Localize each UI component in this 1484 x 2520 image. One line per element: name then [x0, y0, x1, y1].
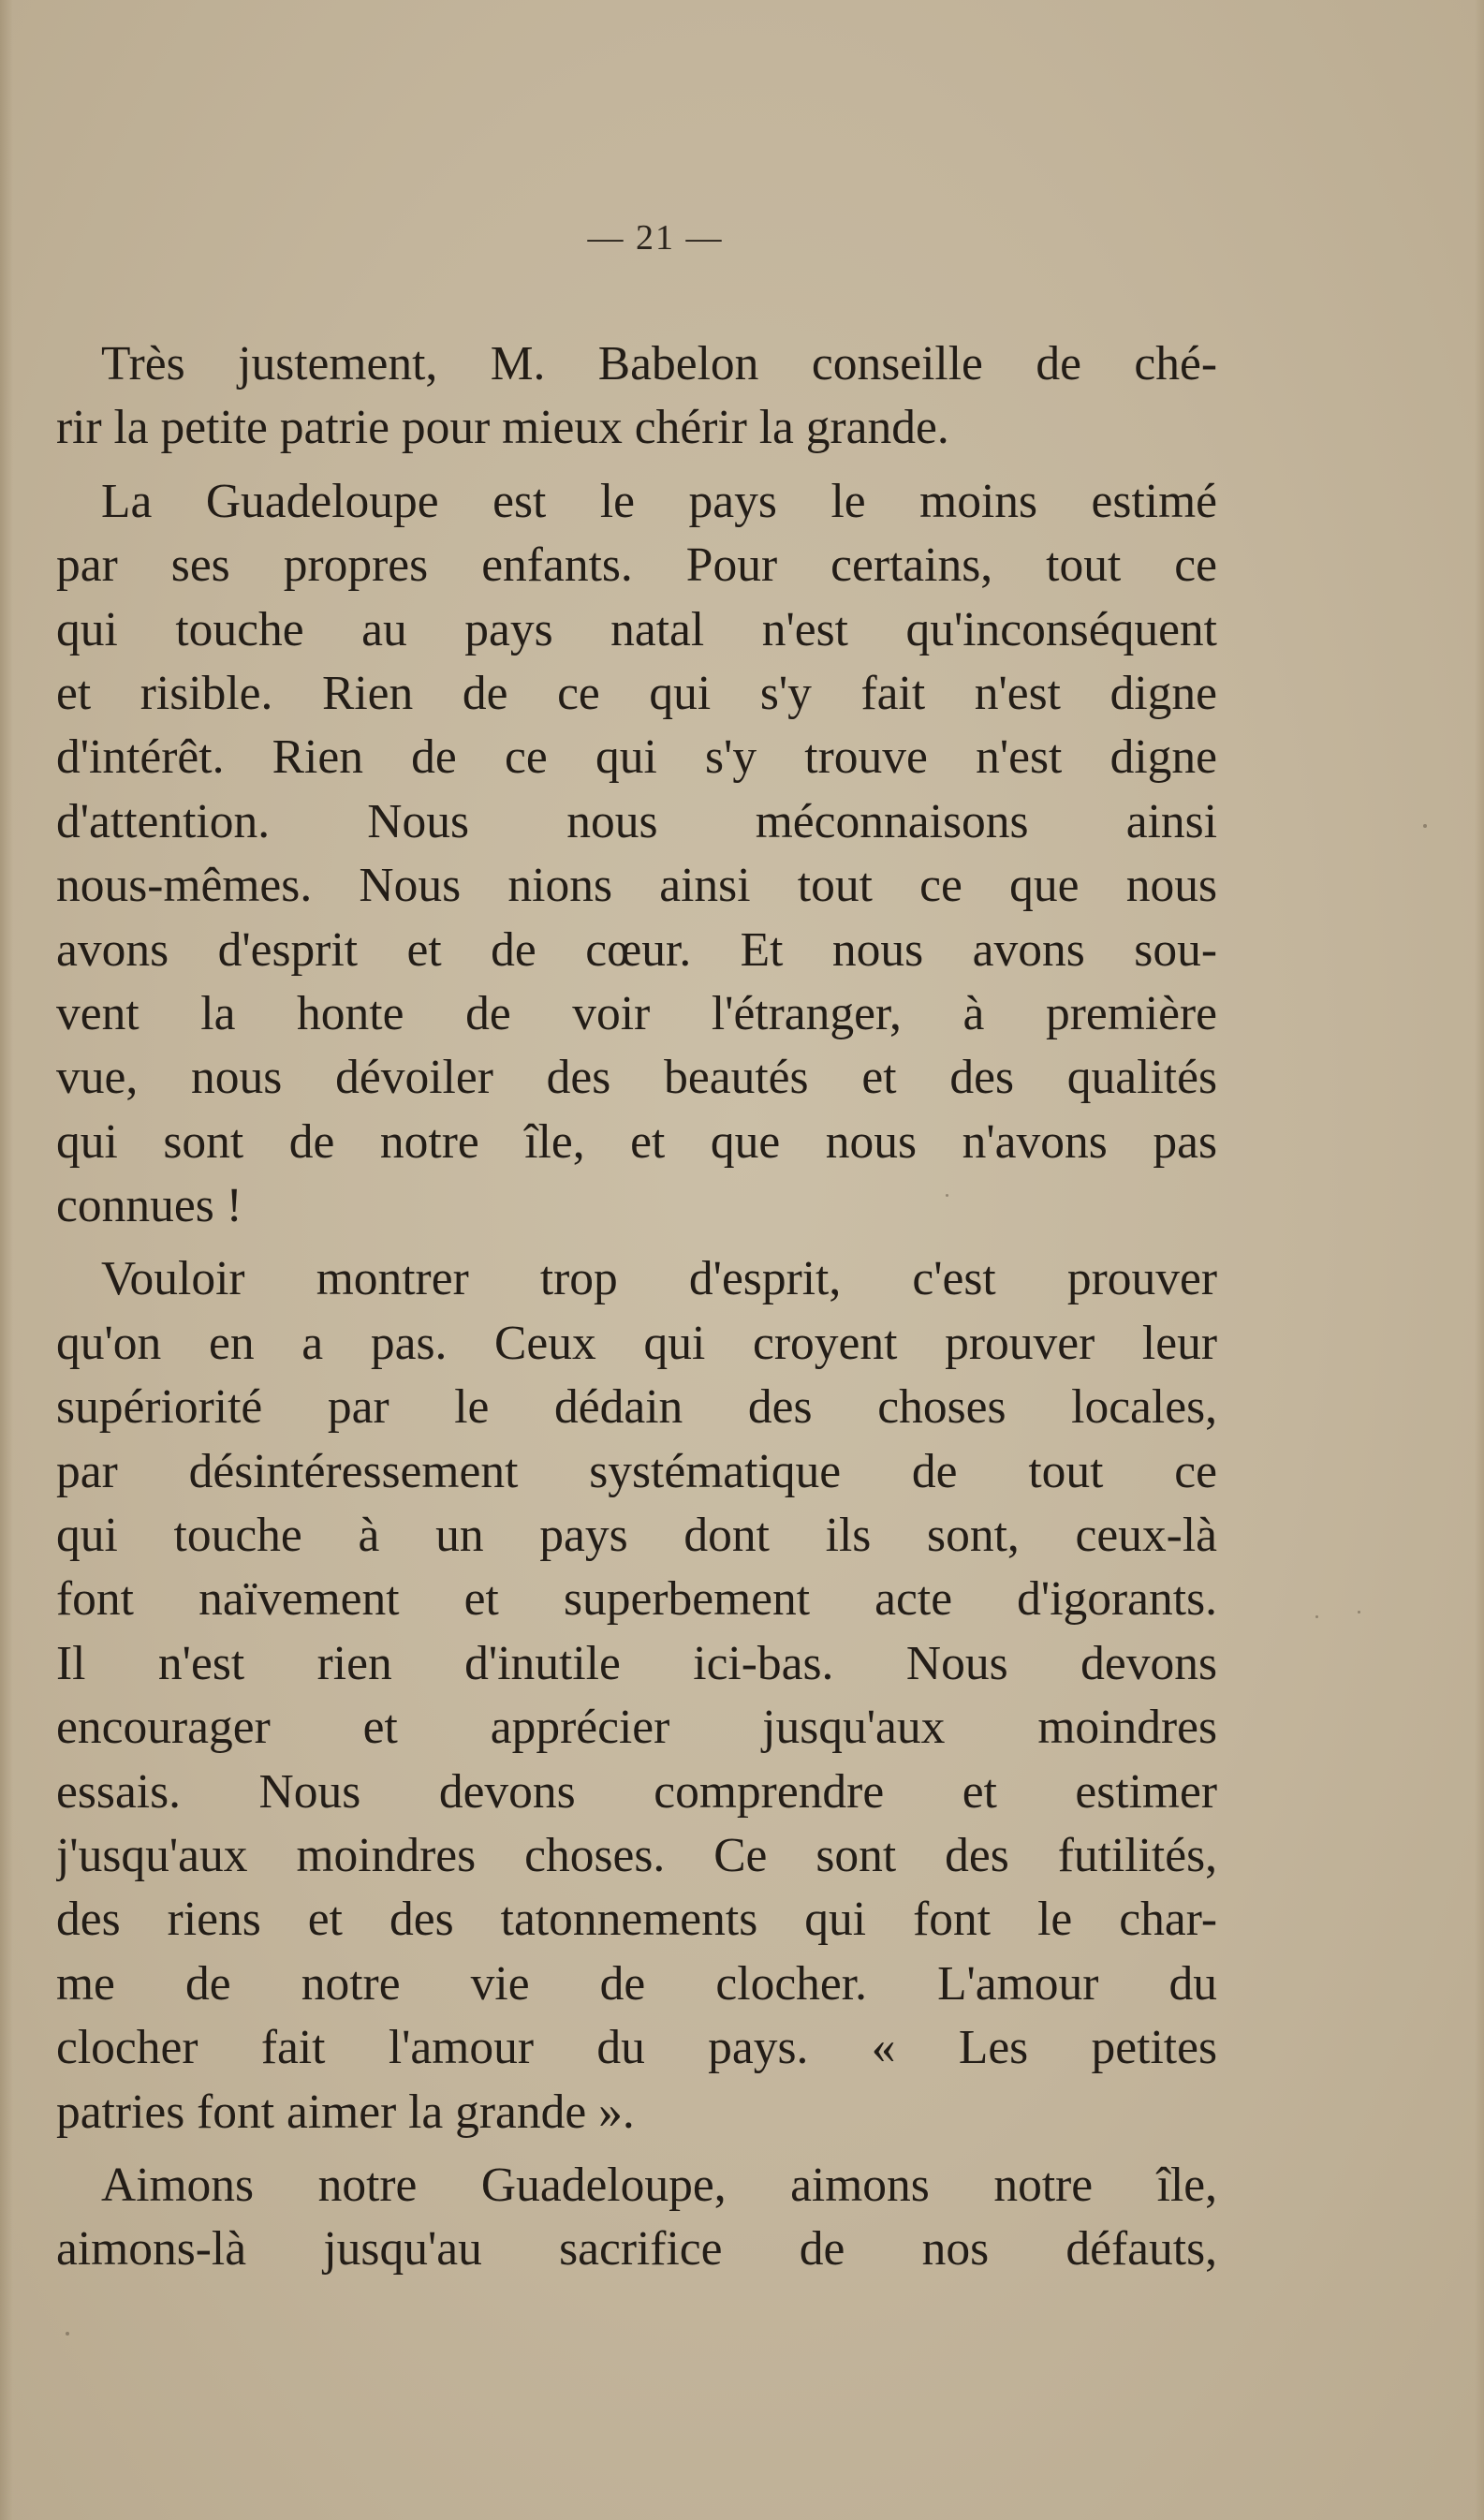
text-line: par ses propres enfants. Pour certains, tout ce [56, 538, 1217, 593]
text-line: encourager et apprécier jusqu'aux moindres [56, 1701, 1217, 1755]
text-line: qui sont de notre île, et que nous n'avons pas [56, 1114, 1217, 1169]
text-line: Il n'est rien d'inutile ici-bas. Nous devons [56, 1636, 1217, 1690]
text-line: qui touche au pays natal n'est qu'inconséquent [56, 602, 1217, 656]
paragraph [56, 1247, 1217, 2144]
text-line: me de notre vie de clocher. L'amour du [56, 1956, 1217, 2011]
text-line: Très justement, M. Babelon conseille de ché- [101, 337, 1217, 391]
text-line: vent la honte de voir l'étranger, à première [56, 986, 1217, 1040]
page-edge-right [1475, 0, 1484, 2520]
text-line: rir la petite patrie pour mieux chérir la grande. [56, 401, 949, 455]
text-line: par désintéressement systématique de tout ce [56, 1444, 1217, 1498]
text-line: clocher fait l'amour du pays. « Les petites [56, 2021, 1217, 2075]
text-line: nous-mêmes. Nous nions ainsi tout ce que nous [56, 859, 1217, 913]
page-edge-left [0, 0, 13, 2520]
text-line: j'usqu'aux moindres choses. Ce sont des futilités, [56, 1828, 1217, 1882]
text-line: font naïvement et superbement acte d'igorants. [56, 1572, 1217, 1627]
text-line: des riens et des tatonnements qui font le char- [56, 1893, 1217, 1947]
page-number: — 21 — [587, 218, 724, 258]
text-line: qui touche à un pays dont ils sont, ceux-là [56, 1509, 1217, 1563]
text-line: aimons-là jusqu'au sacrifice de nos défauts, [56, 2222, 1217, 2277]
paragraph [56, 2154, 1217, 2282]
paragraph [56, 332, 1217, 461]
text-line: essais. Nous devons comprendre et estimer [56, 1764, 1217, 1819]
text-line: et risible. Rien de ce qui s'y fait n'est digne [56, 666, 1217, 720]
paragraph [56, 470, 1217, 1239]
body-text [56, 332, 1217, 2282]
text-line: supériorité par le dédain des choses locales, [56, 1380, 1217, 1435]
text-line: La Guadeloupe est le pays le moins estimé [101, 474, 1217, 528]
text-line: Vouloir montrer trop d'esprit, c'est prouver [101, 1252, 1217, 1306]
text-line: patries font aimer la grande ». [56, 2085, 635, 2139]
text-line: avons d'esprit et de cœur. Et nous avons sou- [56, 922, 1217, 977]
text-line: qu'on en a pas. Ceux qui croyent prouver leur [56, 1316, 1217, 1370]
text-line: d'attention. Nous nous méconnaisons ainsi [56, 794, 1217, 848]
text-line: d'intérêt. Rien de ce qui s'y trouve n'est digne [56, 730, 1217, 785]
text-line: Aimons notre Guadeloupe, aimons notre île, [101, 2158, 1217, 2212]
text-line: vue, nous dévoiler des beautés et des qualités [56, 1051, 1217, 1105]
text-line: connues ! [56, 1179, 242, 1233]
